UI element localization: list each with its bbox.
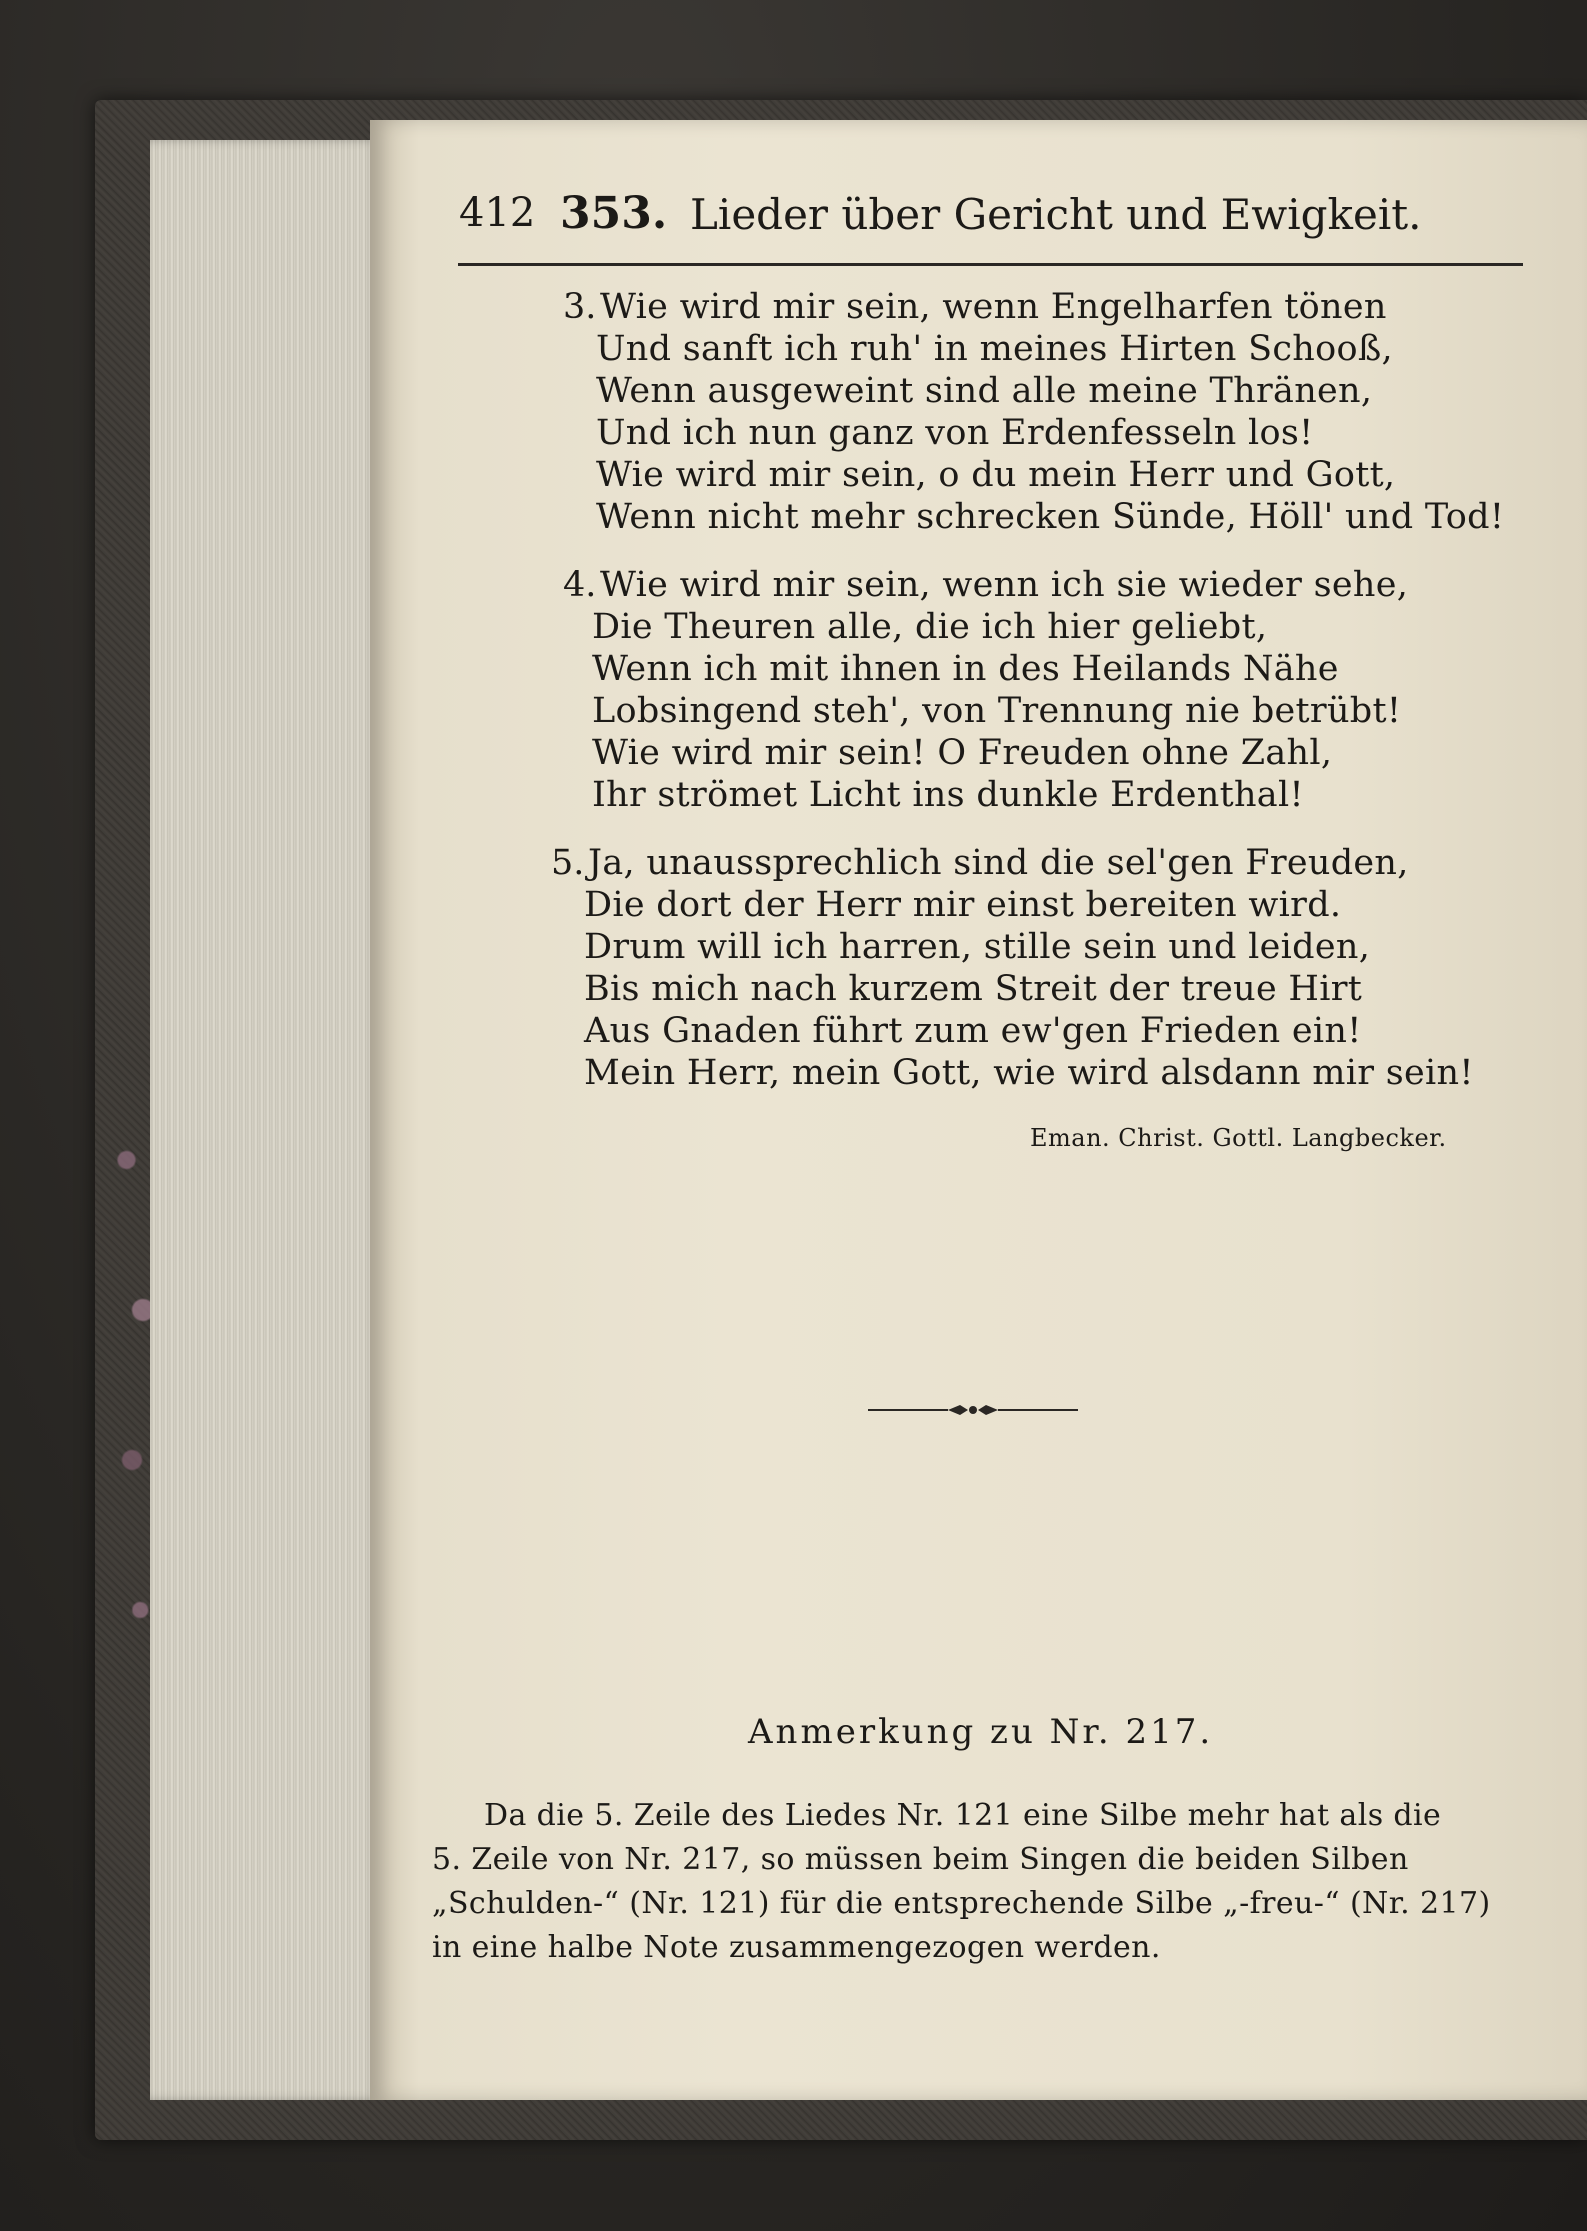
verse-line: Aus Gnaden führt zum ew'gen Frieden ein! — [584, 1011, 1362, 1051]
page-title: Lieder über Gericht und Ewigkeit. — [690, 190, 1422, 239]
page-number: 412 — [459, 190, 536, 236]
verse-number: 3. — [563, 287, 597, 327]
verse-line: Ja, unaussprechlich sind die sel'gen Freuden, — [588, 843, 1409, 883]
verse-line: Wie wird mir sein, wenn Engelharfen tönen — [600, 287, 1387, 327]
note-heading: Anmerkung zu Nr. 217. — [748, 1712, 1214, 1752]
note-line: 5. Zeile von Nr. 217, so müssen beim Singen die beiden Silben — [432, 1842, 1409, 1877]
verse-line: Mein Herr, mein Gott, wie wird alsdann mir sein! — [584, 1053, 1474, 1093]
verse-line: Und ich nun ganz von Erdenfesseln los! — [596, 413, 1314, 453]
page-edges — [150, 140, 380, 2100]
verse-line: Ihr strömet Licht ins dunkle Erdenthal! — [592, 775, 1304, 815]
hymn-number: 353. — [560, 188, 668, 239]
header-rule — [458, 263, 1523, 266]
verse-line: Lobsingend steh', von Trennung nie betrübt! — [592, 691, 1402, 731]
verse-number: 5. — [551, 843, 585, 883]
note-line: in eine halbe Note zusammengezogen werden. — [432, 1930, 1161, 1965]
verse-line: Wie wird mir sein, wenn ich sie wieder sehe, — [600, 565, 1409, 605]
author-credit: Eman. Christ. Gottl. Langbecker. — [1030, 1124, 1447, 1152]
verse-line: Drum will ich harren, stille sein und leiden, — [584, 927, 1371, 967]
note-line: „Schulden-“ (Nr. 121) für die entsprechende Silbe „-freu-“ (Nr. 217) — [432, 1886, 1491, 1921]
verse-line: Wenn nicht mehr schrecken Sünde, Höll' und Tod! — [596, 497, 1505, 537]
verse-line: Und sanft ich ruh' in meines Hirten Schooß, — [596, 329, 1393, 369]
verse-line: Wie wird mir sein, o du mein Herr und Gott, — [596, 455, 1396, 495]
verse-line: Die Theuren alle, die ich hier geliebt, — [592, 607, 1268, 647]
verse-line: Die dort der Herr mir einst bereiten wird. — [584, 885, 1342, 925]
verse-line: Wenn ich mit ihnen in des Heilands Nähe — [592, 649, 1339, 689]
verse-number: 4. — [563, 565, 597, 605]
verse-line: Wie wird mir sein! O Freuden ohne Zahl, — [592, 733, 1333, 773]
ornament-divider — [868, 1400, 1078, 1420]
verse-line: Wenn ausgeweint sind alle meine Thränen, — [596, 371, 1373, 411]
verse-line: Bis mich nach kurzem Streit der treue Hirt — [584, 969, 1363, 1009]
note-line: Da die 5. Zeile des Liedes Nr. 121 eine Silbe mehr hat als die — [484, 1798, 1442, 1833]
